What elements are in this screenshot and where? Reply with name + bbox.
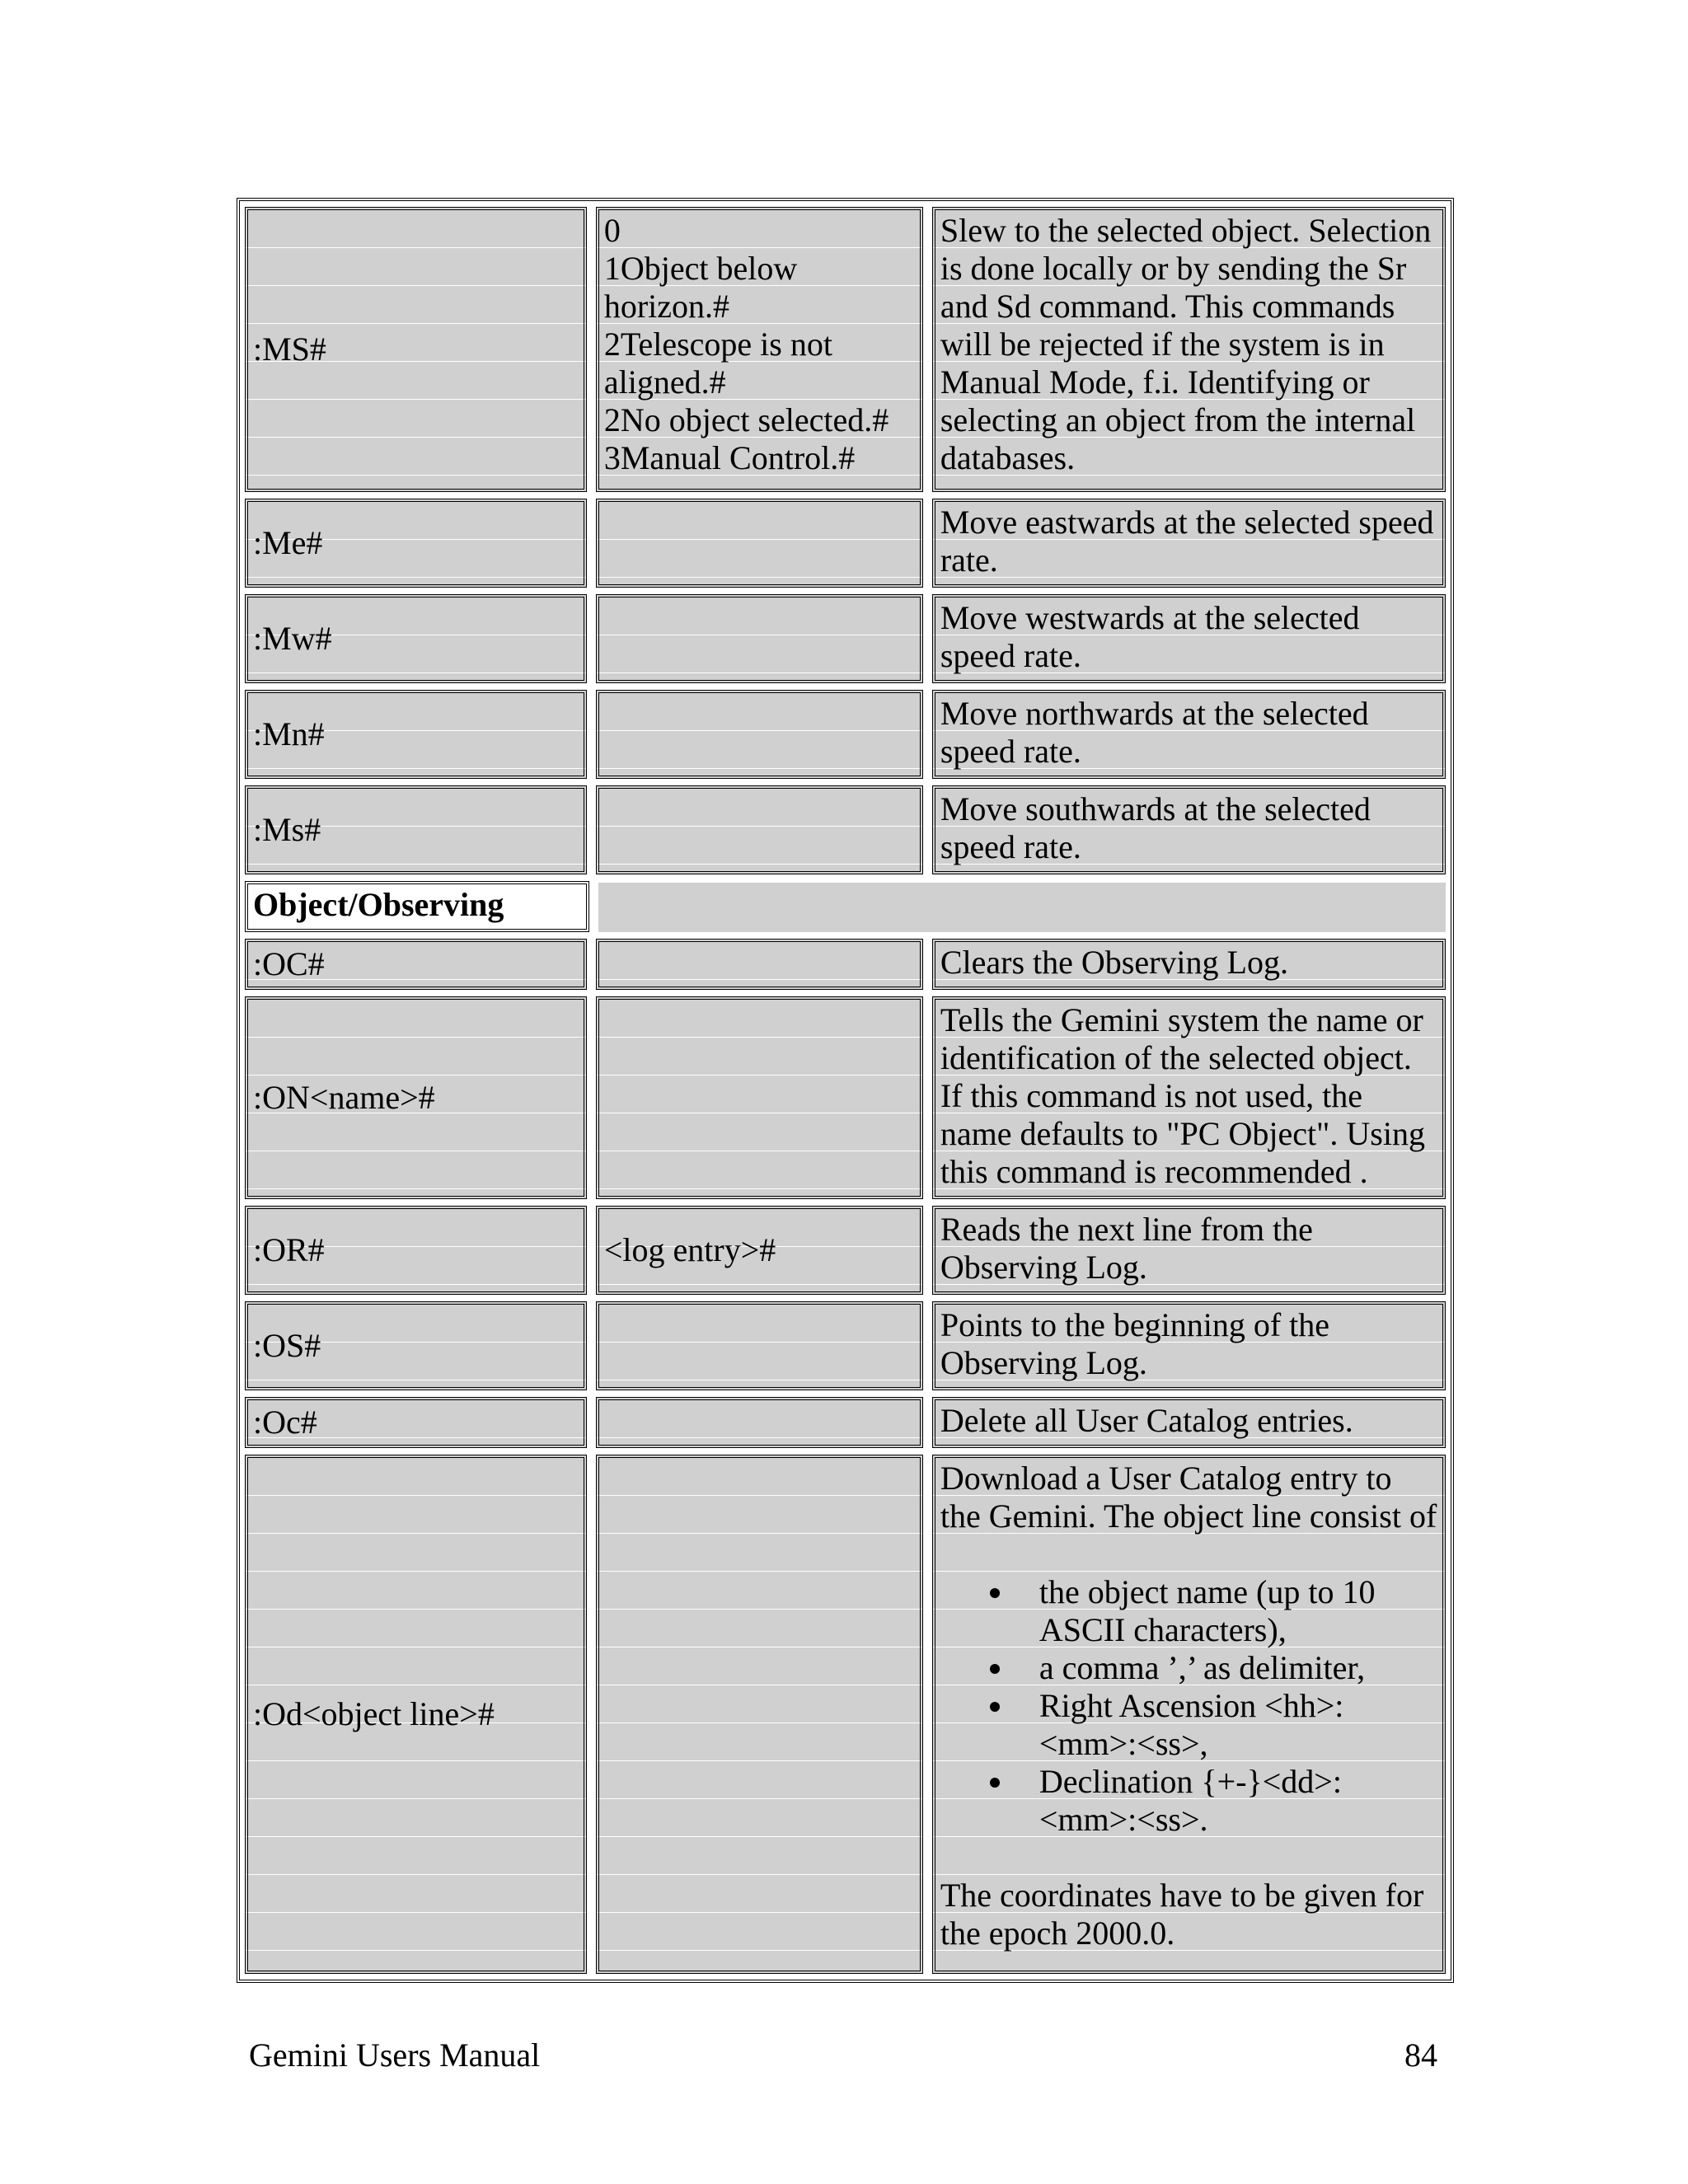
command-cell: :MS# bbox=[245, 207, 587, 492]
returns-cell bbox=[596, 499, 923, 588]
command-cell: :Me# bbox=[245, 499, 587, 588]
returns-cell bbox=[596, 939, 923, 990]
list-item bbox=[940, 1687, 1437, 1763]
return-line: 0 bbox=[603, 212, 621, 249]
description-cell: Move westwards at the selected speed rate. bbox=[932, 594, 1446, 683]
returns-cell bbox=[596, 1301, 923, 1390]
table-row bbox=[241, 1394, 1449, 1451]
table-row bbox=[241, 1298, 1449, 1394]
footer-title: Gemini Users Manual bbox=[249, 2036, 541, 2074]
section-header-row bbox=[241, 878, 1449, 935]
table-row bbox=[241, 782, 1449, 878]
description-cell bbox=[932, 1455, 1446, 1974]
table-row bbox=[241, 591, 1449, 687]
description-cell: Clears the Observing Log. bbox=[932, 939, 1446, 990]
table-row bbox=[241, 204, 1449, 495]
command-cell: :OS# bbox=[245, 1301, 587, 1390]
section-fill bbox=[598, 881, 1446, 932]
return-line: 3Manual Control.# bbox=[603, 439, 856, 476]
returns-cell bbox=[596, 594, 923, 683]
command-cell: :Mw# bbox=[245, 594, 587, 683]
returns-cell bbox=[596, 996, 923, 1199]
bullet-icon bbox=[990, 1778, 1000, 1788]
list-item-text: a comma ’,’ as delimiter, bbox=[1039, 1649, 1366, 1686]
command-cell: :Od<object line># bbox=[245, 1455, 587, 1974]
table-row bbox=[241, 495, 1449, 591]
table-row bbox=[241, 1202, 1449, 1298]
returns-cell bbox=[596, 690, 923, 779]
list-item bbox=[940, 1649, 1437, 1687]
command-cell: :OC# bbox=[245, 939, 587, 990]
returns-cell bbox=[596, 1455, 923, 1974]
list-item bbox=[940, 1573, 1437, 1649]
command-cell: :Ms# bbox=[245, 785, 587, 874]
command-cell: :Mn# bbox=[245, 690, 587, 779]
command-cell: :Oc# bbox=[245, 1397, 587, 1448]
description-cell: Slew to the selected object. Selection is done locally or by sending the Sr and Sd command. This commands will be rejected if the system is in Manual Mode, f.i. Identifying or selecting an object from the internal databases. bbox=[932, 207, 1446, 492]
returns-cell: <log entry># bbox=[596, 1206, 923, 1295]
return-line: 2Telescope is not aligned.# bbox=[603, 326, 832, 401]
return-line: 2No object selected.# bbox=[603, 401, 889, 438]
description-cell: Reads the next line from the Observing Log. bbox=[932, 1206, 1446, 1295]
bullet-icon bbox=[990, 1702, 1000, 1712]
description-cell: Move northwards at the selected speed rate. bbox=[932, 690, 1446, 779]
bullet-list bbox=[940, 1573, 1437, 1839]
description-intro: Download a User Catalog entry to the Gemini. The object line consist of bbox=[940, 1460, 1437, 1535]
bullet-icon bbox=[990, 1664, 1000, 1674]
page-number: 84 bbox=[1404, 2036, 1437, 2074]
list-item-text: Declination {+-}<dd>:<mm>:<ss>. bbox=[1039, 1763, 1342, 1838]
returns-cell bbox=[596, 1397, 923, 1448]
table-row bbox=[241, 935, 1449, 993]
table-row bbox=[241, 687, 1449, 782]
returns-cell bbox=[596, 207, 923, 492]
list-item bbox=[940, 1763, 1437, 1839]
table-row bbox=[241, 993, 1449, 1202]
bullet-icon bbox=[990, 1588, 1000, 1598]
command-table bbox=[237, 198, 1454, 1983]
description-cell: Move southwards at the selected speed rate. bbox=[932, 785, 1446, 874]
description-outro: The coordinates have to be given for the epoch 2000.0. bbox=[940, 1877, 1424, 1952]
section-title: Object/Observing bbox=[245, 881, 589, 932]
list-item-text: Right Ascension <hh>:<mm>:<ss>, bbox=[1039, 1687, 1344, 1762]
description-cell: Tells the Gemini system the name or identification of the selected object. If this command is not used, the name defaults to "PC Object". Using this command is recommended . bbox=[932, 996, 1446, 1199]
command-cell: :ON<name># bbox=[245, 996, 587, 1199]
description-cell: Move eastwards at the selected speed rate. bbox=[932, 499, 1446, 588]
description-cell: Delete all User Catalog entries. bbox=[932, 1397, 1446, 1448]
list-item-text: the object name (up to 10 ASCII characters), bbox=[1039, 1573, 1376, 1648]
return-line: 1Object below horizon.# bbox=[603, 250, 798, 325]
description-cell: Points to the beginning of the Observing Log. bbox=[932, 1301, 1446, 1390]
command-cell: :OR# bbox=[245, 1206, 587, 1295]
table-row bbox=[241, 1451, 1449, 1977]
returns-cell bbox=[596, 785, 923, 874]
